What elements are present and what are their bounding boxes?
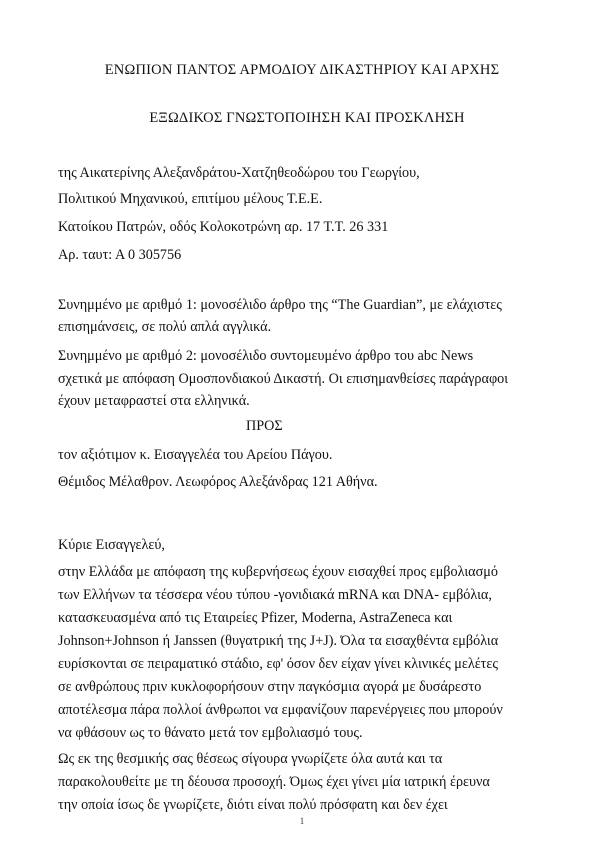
- body-line: σε ανθρώπους πριν κυκλοφορήσουν στην παγκόσμια αγορά με δυσάρεστο: [58, 679, 482, 695]
- attachment-1-line: Συνημμένο με αριθμό 1: μονοσέλιδο άρθρο της “The Guardian”, με ελάχιστες: [58, 297, 502, 313]
- sender-id-number: Αρ. ταυτ: Α 0 305756: [58, 247, 182, 263]
- attachment-2-line: έχουν μεταφραστεί στα ελληνικά.: [58, 393, 250, 409]
- body-line: αποτέλεσμα πάρα πολλοί άνθρωποι να εμφανίζουν παρενέργειες που μπορούν: [58, 702, 503, 718]
- body-line: ευρίσκονται σε πειραματικό στάδιο, εφ' όσον δεν είχαν γίνει κλινικές μελέτες: [58, 656, 498, 672]
- body-line: Ως εκ της θεσμικής σας θέσεως σίγουρα γνωρίζετε όλα αυτά και τα: [58, 751, 443, 767]
- court-heading: ΕΝΩΠΙΟΝ ΠΑΝΤΟΣ ΑΡΜΟΔΙΟΥ ΔΙΚΑΣΤΗΡΙΟΥ ΚΑΙ ΑΡΧΗΣ: [104, 62, 500, 78]
- recipient-address: Θέμιδος Μέλαθρον. Λεωφόρος Αλεξάνδρας 121 Αθήνα.: [58, 474, 378, 490]
- salutation: Κύριε Εισαγγελεύ,: [58, 537, 165, 553]
- body-line: στην Ελλάδα με απόφαση της κυβερνήσεως έχουν εισαχθεί προς εμβολιασμό: [58, 564, 498, 580]
- body-line: να φθάσουν ως το θάνατο μετά τον εμβολιασμό τους.: [58, 725, 363, 741]
- body-line: την οποία ίσως δε γνωρίζετε, διότι είναι πολύ πρόσφατη και δεν έχει: [58, 797, 448, 813]
- body-line: κατασκευασμένα από τις Εταιρείες Pfizer, Moderna, AstraZeneca και: [58, 610, 453, 626]
- attachment-2-line: σχετικά με απόφαση Ομοσπονδιακού Δικαστή. Οι επισημανθείσες παράγραφοι: [58, 371, 509, 387]
- sender-name: της Αικατερίνης Αλεξανδράτου-Χατζηθεοδώρου του Γεωργίου,: [58, 165, 420, 181]
- body-line: των Ελλήνων τα τέσσερα νέου τύπου -γονιδιακά mRNA και DNA- εμβόλια,: [58, 587, 492, 603]
- recipient-heading: ΠΡΟΣ: [246, 418, 283, 434]
- sender-address: Κατοίκου Πατρών, οδός Κολοκοτρώνη αρ. 17 Τ.Τ. 26 331: [58, 219, 389, 235]
- body-line: Johnson+Johnson ή Janssen (θυγατρική της J+J). Όλα τα εισαχθέντα εμβόλια: [58, 633, 499, 649]
- attachment-2-line: Συνημμένο με αριθμό 2: μονοσέλιδο συντομευμένο άρθρο του abc News: [58, 348, 474, 364]
- sender-profession: Πολιτικού Μηχανικού, επιτίμου μέλους Τ.Ε.Ε.: [58, 191, 323, 207]
- page-number: 1: [299, 816, 305, 826]
- recipient-title: τον αξιότιμον κ. Εισαγγελέα του Αρείου Πάγου.: [58, 447, 333, 463]
- document-title: ΕΞΩΔΙΚΟΣ ΓΝΩΣΤΟΠΟΙΗΣΗ ΚΑΙ ΠΡΟΣΚΛΗΣΗ: [149, 110, 465, 126]
- attachment-1-line: επισημάνσεις, σε πολύ απλά αγγλικά.: [58, 319, 272, 335]
- body-line: παρακολουθείτε με τη δέουσα προσοχή. Όμως έχει γίνει μία ιατρική έρευνα: [58, 774, 490, 790]
